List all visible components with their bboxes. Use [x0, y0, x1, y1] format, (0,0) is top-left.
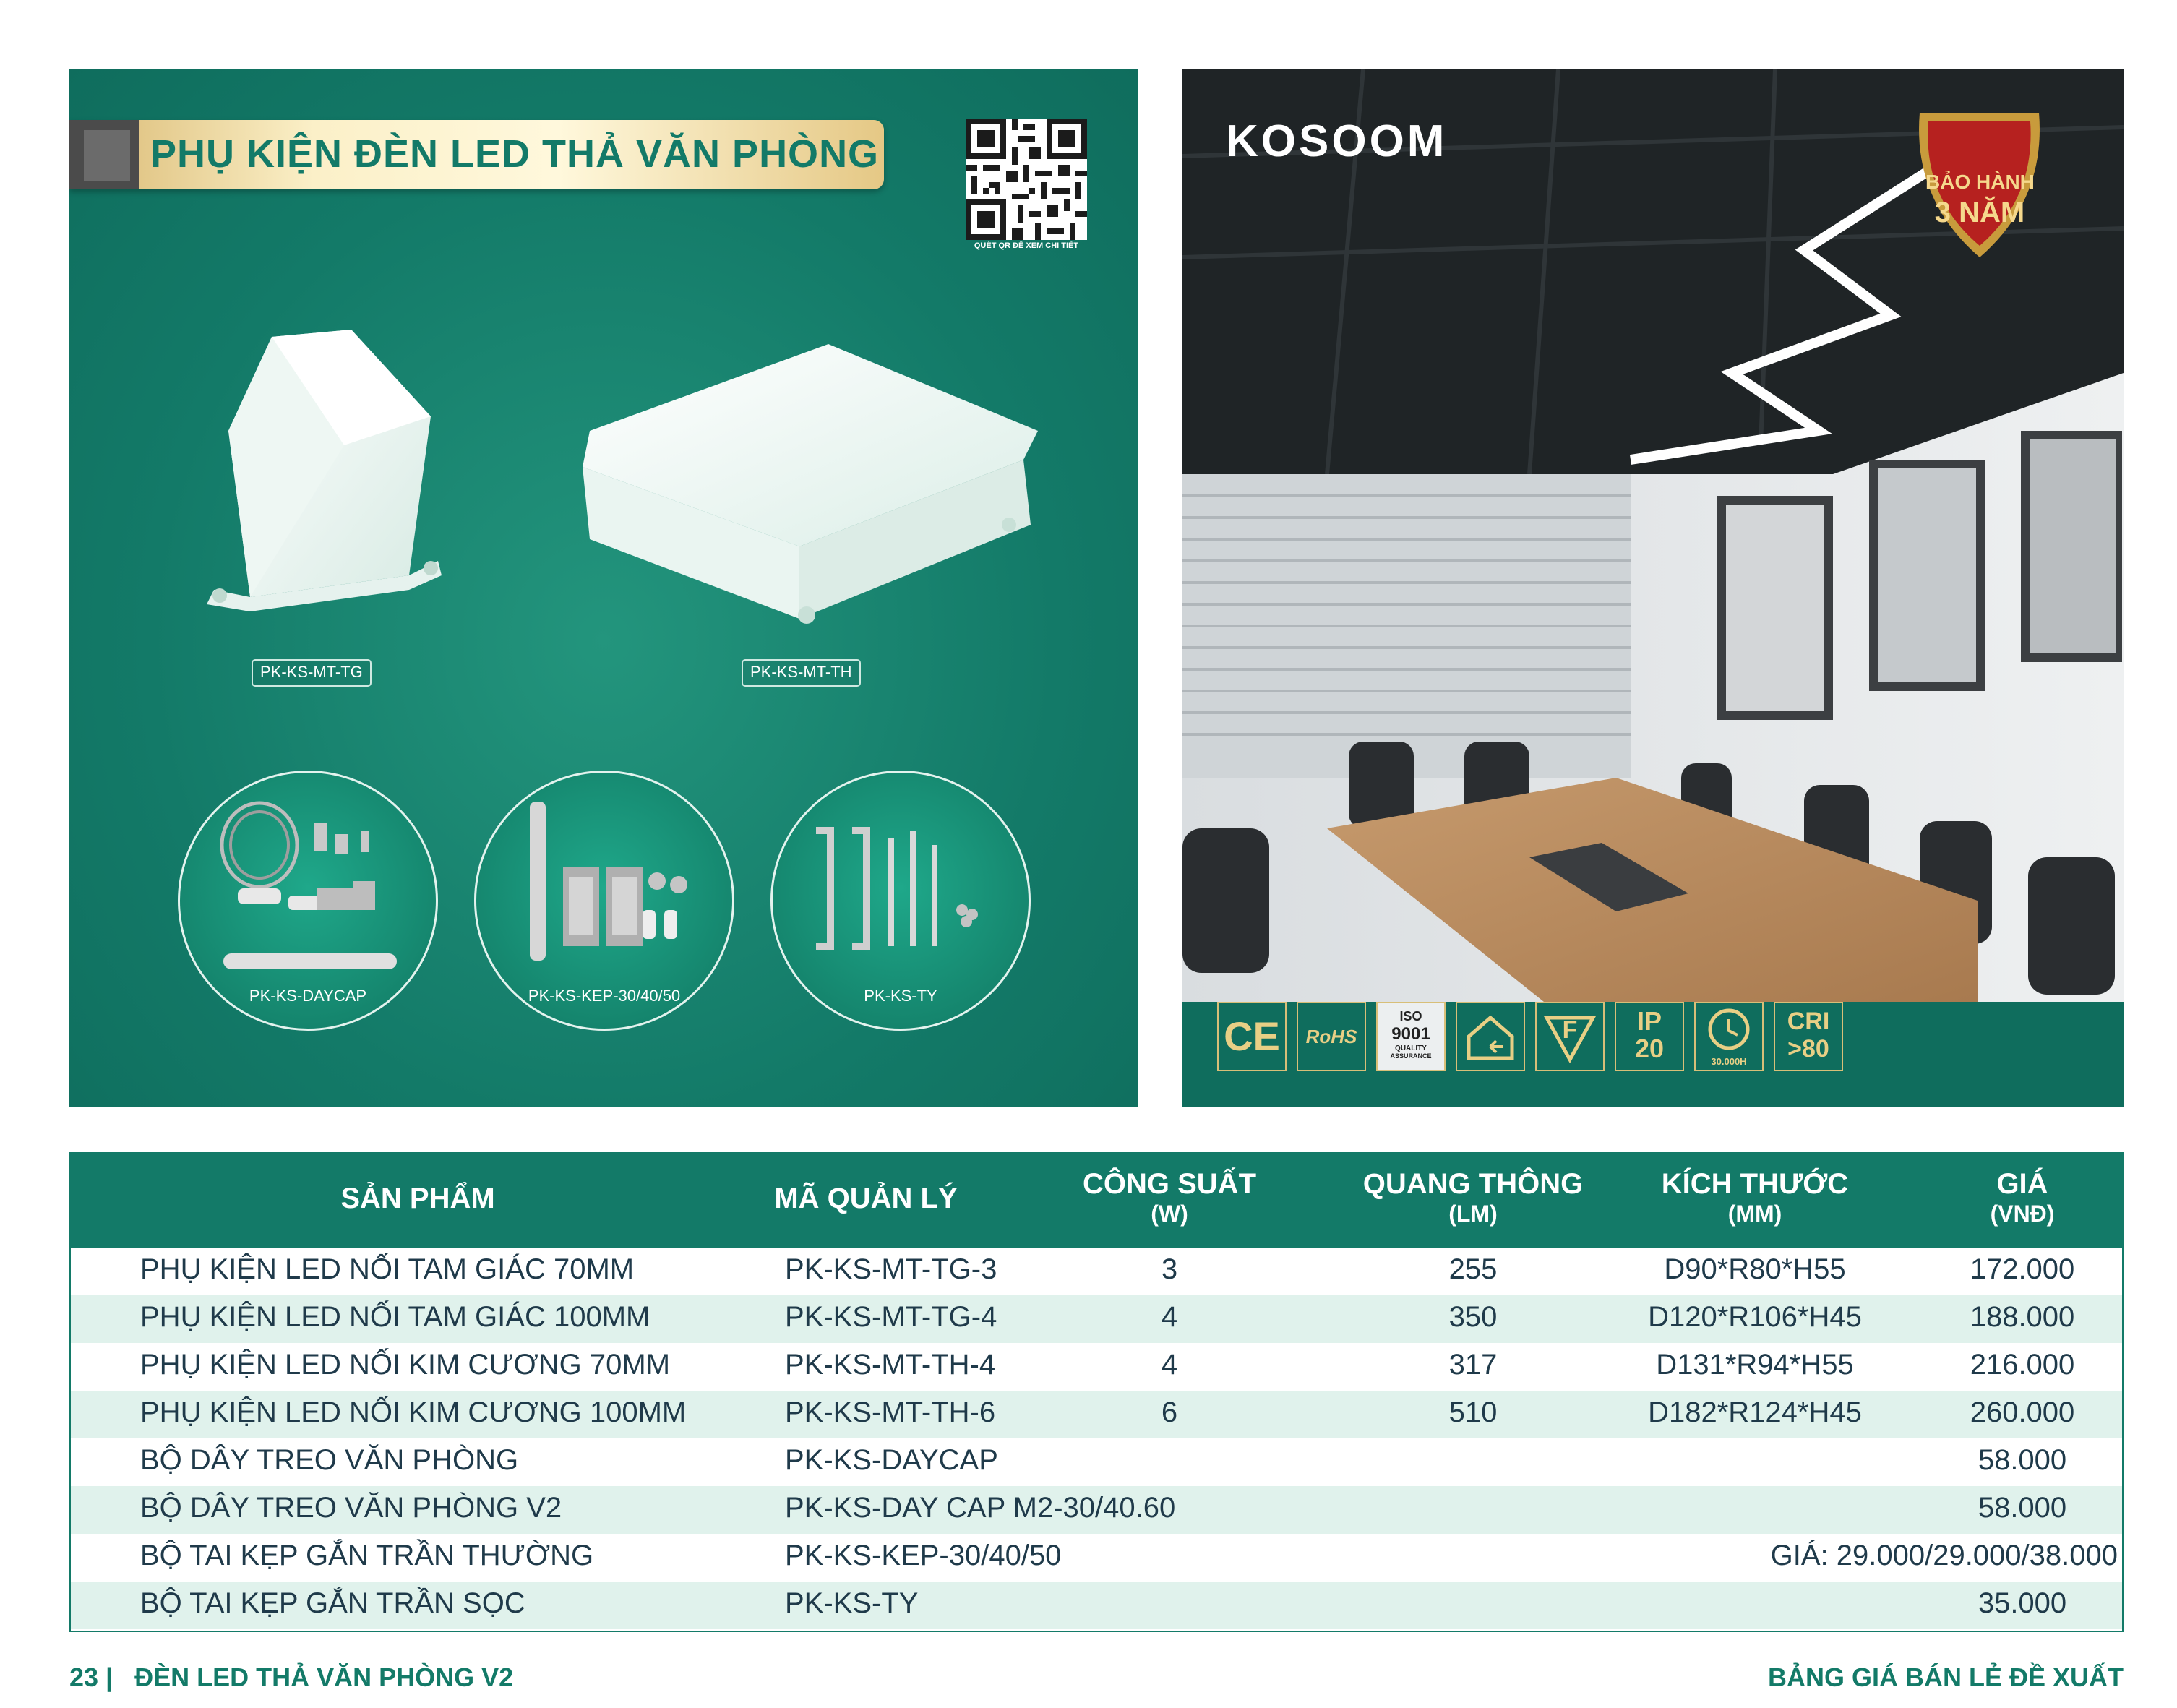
header-price: GIÁ (VNĐ): [1990, 1168, 2055, 1227]
accessory-label-daycap: PK-KS-DAYCAP: [249, 987, 367, 1005]
cell-code: PK-KS-MT-TG-4: [785, 1301, 997, 1333]
square-connector-label: PK-KS-MT-TH: [742, 659, 861, 687]
cell-product: PHỤ KIỆN LED NỐI TAM GIÁC 100MM: [140, 1301, 650, 1333]
cell-product: BỘ TAI KẸP GẮN TRẦN THƯỜNG: [140, 1540, 594, 1571]
cell-code: PK-KS-MT-TH-6: [785, 1396, 996, 1428]
indoor-use-cert-icon: [1456, 1002, 1525, 1071]
cell-dimension: D120*R106*H45: [1648, 1301, 1862, 1333]
cell-dimension: D182*R124*H45: [1648, 1396, 1862, 1428]
cell-price: 260.000: [1970, 1396, 2075, 1428]
table-row: [71, 1391, 2122, 1438]
office-photo-panel: [1182, 69, 2124, 1107]
warranty-line-1: BẢO HÀNH: [1925, 171, 2035, 193]
cell-code: PK-KS-KEP-30/40/50: [785, 1540, 1062, 1571]
header-dimension: KÍCH THƯỚC (MM): [1661, 1168, 1849, 1227]
ce-cert-icon: CE: [1217, 1002, 1287, 1071]
title-banner: [69, 120, 884, 189]
table-row: [71, 1534, 2122, 1582]
table-header: [71, 1154, 2122, 1248]
header-code: MÃ QUẢN LÝ: [774, 1183, 958, 1214]
cell-product: BỘ DÂY TREO VĂN PHÒNG V2: [140, 1492, 562, 1524]
rohs-cert-icon: RoHS: [1297, 1002, 1366, 1071]
cell-price: 35.000: [1978, 1587, 2067, 1619]
cell-power: 4: [1161, 1301, 1178, 1333]
cell-lumen: 510: [1448, 1396, 1498, 1428]
square-connector-image: [561, 337, 1125, 626]
cell-product: PHỤ KIỆN LED NỐI KIM CƯƠNG 70MM: [140, 1349, 671, 1381]
cri-cert-icon: CRI >80: [1774, 1002, 1843, 1071]
header-product: SẢN PHẨM: [340, 1183, 495, 1214]
iso-9001-cert-icon: ISO 9001 QUALITY ASSURANCE: [1376, 1002, 1446, 1071]
table-row: [71, 1295, 2122, 1343]
title-accent-block: [69, 120, 139, 189]
triangle-connector-image: [163, 322, 474, 633]
cell-price: GIÁ: 29.000/29.000/38.000: [1770, 1540, 2118, 1571]
warranty-line-2: 3 NĂM: [1934, 197, 2025, 228]
cell-dimension: D90*R80*H55: [1664, 1253, 1846, 1285]
certification-row: [1182, 1002, 2124, 1081]
brand-logo: KOSOOM: [1226, 116, 1448, 166]
page-number: 23 |: [69, 1662, 113, 1692]
page-title: PHỤ KIỆN ĐÈN LED THẢ VĂN PHÒNG: [150, 132, 880, 176]
qr-code-icon: [966, 119, 1087, 240]
footer-left: [69, 1662, 513, 1693]
f-mark-cert-icon: F: [1535, 1002, 1605, 1071]
table-row: [71, 1343, 2122, 1391]
cell-product: PHỤ KIỆN LED NỐI KIM CƯƠNG 100MM: [140, 1396, 687, 1428]
price-table: [69, 1152, 2124, 1632]
title-accent-inner: [84, 130, 130, 181]
accessories-panel: [69, 69, 1138, 1107]
accessory-circle-ty: [770, 771, 1031, 1031]
table-row: [71, 1486, 2122, 1534]
cell-price: 216.000: [1970, 1349, 2075, 1381]
cell-product: BỘ TAI KẸP GẮN TRẦN SỌC: [140, 1587, 525, 1619]
cell-dimension: D131*R94*H55: [1656, 1349, 1854, 1381]
ip20-cert-icon: IP 20: [1615, 1002, 1684, 1071]
footer-right: BẢNG GIÁ BÁN LẺ ĐỀ XUẤT: [1767, 1662, 2124, 1692]
header-power: CÔNG SUẤT (W): [1083, 1168, 1256, 1227]
cell-lumen: 317: [1448, 1349, 1498, 1381]
cell-code: PK-KS-TY: [785, 1587, 919, 1619]
accessory-label-kep: PK-KS-KEP-30/40/50: [528, 987, 681, 1005]
cell-price: 58.000: [1978, 1492, 2067, 1524]
accessory-circle-kep: [474, 771, 734, 1031]
qr-caption: QUÉT QR ĐỂ XEM CHI TIẾT: [974, 241, 1079, 250]
cell-price: 58.000: [1978, 1444, 2067, 1476]
cell-product: BỘ DÂY TREO VĂN PHÒNG: [140, 1444, 519, 1476]
cell-code: PK-KS-DAY CAP M2-30/40.60: [785, 1492, 1176, 1524]
table-row: [71, 1248, 2122, 1295]
cell-power: 3: [1161, 1253, 1178, 1285]
cell-price: 188.000: [1970, 1301, 2075, 1333]
cell-lumen: 350: [1448, 1301, 1498, 1333]
footer-section-title: ĐÈN LED THẢ VĂN PHÒNG V2: [134, 1662, 514, 1692]
accessory-circle-daycap: [178, 771, 438, 1031]
triangle-connector-label: PK-KS-MT-TG: [252, 659, 372, 687]
cell-price: 172.000: [1970, 1253, 2075, 1285]
cell-power: 4: [1161, 1349, 1178, 1381]
qr-code[interactable]: [966, 119, 1087, 240]
cell-lumen: 255: [1448, 1253, 1498, 1285]
cell-code: PK-KS-MT-TH-4: [785, 1349, 996, 1381]
lifetime-hours-cert-icon: 30.000H: [1694, 1002, 1764, 1071]
header-lumen: QUANG THÔNG (LM): [1362, 1168, 1584, 1227]
cell-code: PK-KS-MT-TG-3: [785, 1253, 997, 1285]
accessory-label-ty: PK-KS-TY: [864, 987, 937, 1005]
cell-code: PK-KS-DAYCAP: [785, 1444, 998, 1476]
cell-power: 6: [1161, 1396, 1178, 1428]
table-row: [71, 1438, 2122, 1486]
cell-product: PHỤ KIỆN LED NỐI TAM GIÁC 70MM: [140, 1253, 635, 1285]
table-row: [71, 1582, 2122, 1629]
